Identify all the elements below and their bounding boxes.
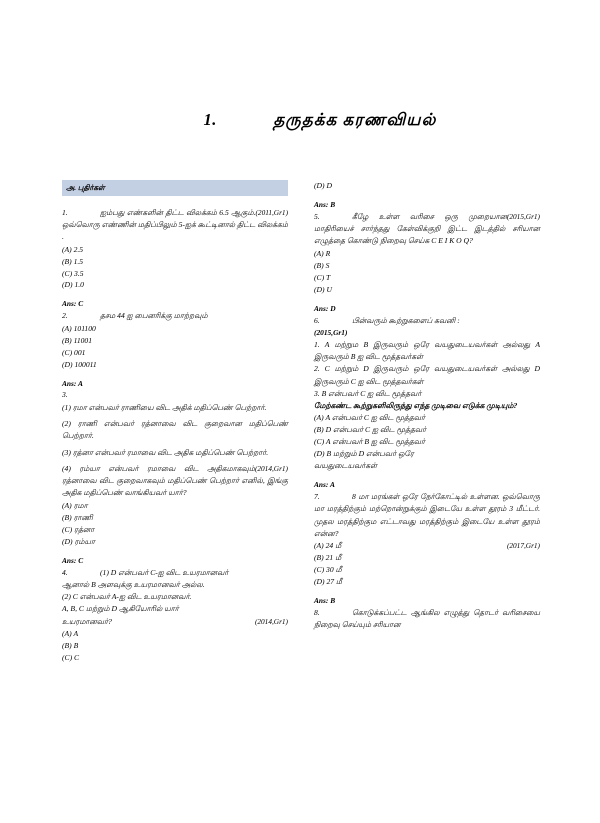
question-8-stem: கொடுக்கப்பட்ட ஆங்கில எழுத்து தொடர் வரிசையை நிறைவு செய்யும் சரியான — [314, 608, 540, 630]
two-column-body — [62, 180, 540, 780]
question-7 — [314, 491, 540, 607]
question-6-statement-3: 3. B என்பவர் C ஐ விட மூத்தவர் — [314, 388, 422, 398]
spacer — [314, 296, 540, 303]
question-4-lead-cont — [62, 616, 288, 628]
question-4-statement-1-text: (1) D என்பவர் C-ஐ விட உயரமானவர் — [100, 567, 229, 577]
spacer — [314, 192, 540, 199]
spacer — [314, 472, 540, 479]
question-4-number: 4. — [62, 567, 68, 577]
question-1-stem: ஐம்பது எண்களின் திட்ட விலக்கம் 6.5 ஆகும். ஒவ்வொரு எண்ணின் மதிப்பிலும் 5-ஐக் கூட்டினால் திட்ட விலக்கம் . — [62, 207, 288, 242]
question-6-statement-1: 1. A மற்றும B இருவரும் ஒரே வயதுடையவர்கள் அல்லது A இருவரும் B ஐ விட மூத்தவர்கள் — [314, 339, 540, 361]
question-3-answer: Ans: C — [62, 555, 84, 565]
question-5-option-c: (C) T — [314, 272, 331, 282]
question-5-number: 5. — [314, 211, 320, 221]
question-6-text — [314, 315, 540, 327]
question-7-option-c: (C) 30 மீ — [314, 565, 342, 575]
question-4-lead-cont-text: உயரமானவர்? — [62, 616, 112, 626]
spacer — [62, 548, 288, 555]
question-7-option-a-text: (A) 24 மீ — [314, 541, 342, 551]
question-2-answer: Ans: A — [62, 378, 83, 388]
question-3-statement-4-text: (4) ரம்யா என்பவர் ரமாவை விட அதிகமாகவும் ரத்னாவை விட குறைவாகவும் மதிப்பெண் பெற்றார் எனில், இங்கு அதிக மதிப்பெண் வாங்கியவர் யார்? — [62, 463, 288, 498]
question-7-year: (2017,Gr1) — [506, 541, 540, 551]
question-1-option-d: (D) 1.0 — [62, 280, 84, 290]
question-8-number: 8. — [314, 608, 320, 618]
question-2-option-a: (A) 101100 — [62, 323, 96, 333]
question-2-number: 2. — [62, 311, 68, 321]
question-1-number: 1. — [62, 207, 68, 217]
question-2-stem: தசம 44 ஐ பைனரிக்கு மாற்றவும் — [100, 311, 208, 321]
question-4-answer: Ans: B — [314, 199, 336, 209]
question-4-option-a: (A) A — [62, 629, 79, 639]
question-7-option-d: (D) 27 மீ — [314, 577, 343, 587]
right-column — [314, 180, 540, 632]
question-7-stem: 8 மா மரங்கள் ஒரே நேர்கோட்டில் உள்ளன. ஒவ்வொரு மா மரத்திற்கும் மற்றொன்றுக்கும் இடையே உள்ள தூரம் 3 மீட்டர். முதல மரத்திற்கும எட்டாவது மரத்திற்கும் இடையே உள்ள தூரம் என்ன? — [314, 492, 540, 539]
question-6-option-c: (C) A என்பவர் B ஐ விட மூத்தவர் — [314, 437, 426, 447]
question-5-option-a: (A) R — [314, 248, 331, 258]
question-5 — [314, 211, 540, 315]
question-1-option-c: (C) 3.5 — [62, 268, 84, 278]
question-1 — [62, 207, 288, 311]
question-3-statement-1: (1) ரமா என்பவர் ராணியை விட அதிக் மதிப்பெண் பெற்றார். — [62, 402, 267, 412]
question-4-statement-1-cont: ஆனால் B அளவுக்கு உயரமானவர் அல்ல. — [62, 579, 205, 589]
question-6-answer: Ans: A — [314, 480, 335, 490]
chapter-number: 1. — [203, 110, 217, 129]
question-3-number: 3. — [62, 390, 68, 400]
question-3-statement-2: (2) ராணி என்பவர் ரத்னாவை விட குறைவான மதிப்பெண் பெற்றார். — [62, 418, 288, 441]
chapter-title — [0, 110, 600, 132]
question-6-year: (2015,Gr1) — [314, 327, 348, 337]
spacer — [62, 291, 288, 298]
question-6-statement-2: 2. C மற்றும் D இருவரும் ஒரே வயதுடையவர்கள் அல்லது D இருவரும் C ஐ விட மூத்தவர்கள் — [314, 364, 540, 386]
question-5-option-b: (B) S — [314, 260, 330, 270]
question-1-option-a: (A) 2.5 — [62, 244, 84, 254]
question-4-year: (2014,Gr1) — [254, 616, 288, 626]
chapter-name: தருதக்க கரணவியல் — [273, 110, 437, 129]
question-4-statement-2: (2) C என்பவர் A-ஐ விட உயரமானவர். — [62, 592, 192, 602]
question-6-number: 6. — [314, 315, 320, 325]
question-3-option-d: (D) ரம்யா — [62, 536, 95, 546]
question-2 — [62, 310, 288, 389]
question-6-option-b: (B) D என்பவர் C ஐ விட மூத்தவர் — [314, 425, 427, 435]
question-3-option-c: (C) ரத்னா — [62, 524, 95, 534]
spacer — [62, 371, 288, 378]
question-4-option-d: (D) D — [314, 181, 332, 190]
question-1-answer: Ans: C — [62, 299, 84, 309]
question-4 — [62, 567, 288, 664]
question-7-option-a — [314, 540, 540, 552]
question-5-text — [314, 211, 540, 248]
question-7-answer: Ans: B — [314, 596, 336, 606]
section-header-puzzles: அ. புதிர்கள் — [62, 180, 288, 196]
question-6-option-d: (D) B மற்றும் D என்பவர் ஒரே — [314, 449, 414, 459]
question-5-answer: Ans: D — [314, 303, 336, 313]
question-3-option-b: (B) ராணி — [62, 512, 93, 522]
question-4-option-b: (B) B — [62, 641, 79, 651]
question-3-statement-3: (3) ரத்னா என்பவர் ரமாவை விட அதிக மதிப்பெண் பெற்றார். — [62, 447, 269, 457]
question-4-option-c: (C) C — [62, 653, 80, 662]
question-1-year: (2011,Gr1) — [255, 207, 288, 217]
question-4-statement-1 — [62, 567, 288, 579]
question-6 — [314, 315, 540, 492]
left-column — [62, 180, 288, 664]
question-2-option-c: (C) 001 — [62, 347, 86, 357]
question-1-text — [62, 207, 288, 244]
question-3-statement-4 — [62, 463, 288, 500]
question-2-text — [62, 310, 288, 322]
question-5-stem: கீழே உள்ள வரிசை ஒரு முறையான மாதிரியைச் சார்ந்தது கேள்விக்குறி இட்ட இடத்தில் சரியான எழுத்தை கொண்டு நிறைவு செய்க C E I K O Q? — [314, 211, 540, 246]
question-7-number: 7. — [314, 492, 320, 502]
question-8-text — [314, 607, 540, 632]
question-6-option-a: (A) A என்பவர் C ஐ விட மூத்தவர் — [314, 413, 426, 423]
question-5-option-d: (D) U — [314, 284, 332, 294]
question-7-text — [314, 491, 540, 540]
question-3-option-a: (A) ரமா — [62, 500, 88, 510]
question-6-option-d-cont: வயதுடையவர்கள் — [314, 461, 378, 471]
question-3 — [62, 389, 288, 566]
question-1-option-b: (B) 1.5 — [62, 256, 84, 266]
question-2-option-d: (D) 100011 — [62, 359, 97, 369]
question-6-stem: பின்வரும் கூற்றுகளைப் கவனி : — [352, 315, 460, 325]
question-7-option-b: (B) 21 மீ — [314, 553, 342, 563]
question-5-year: (2015,Gr1) — [506, 211, 540, 221]
question-2-option-b: (B) 11001 — [62, 335, 93, 345]
question-8 — [314, 607, 540, 632]
question-4-lead: A, B, C மற்றும் D ஆகியோரில் யார் — [62, 604, 179, 614]
spacer — [314, 588, 540, 595]
question-3-year: (2014,Gr1) — [254, 463, 288, 473]
question-6-lead: மேற்கண்ட கூற்றுகளிலிருந்து எந்த முடிவை எடுக்க முடியும்? — [314, 401, 518, 411]
